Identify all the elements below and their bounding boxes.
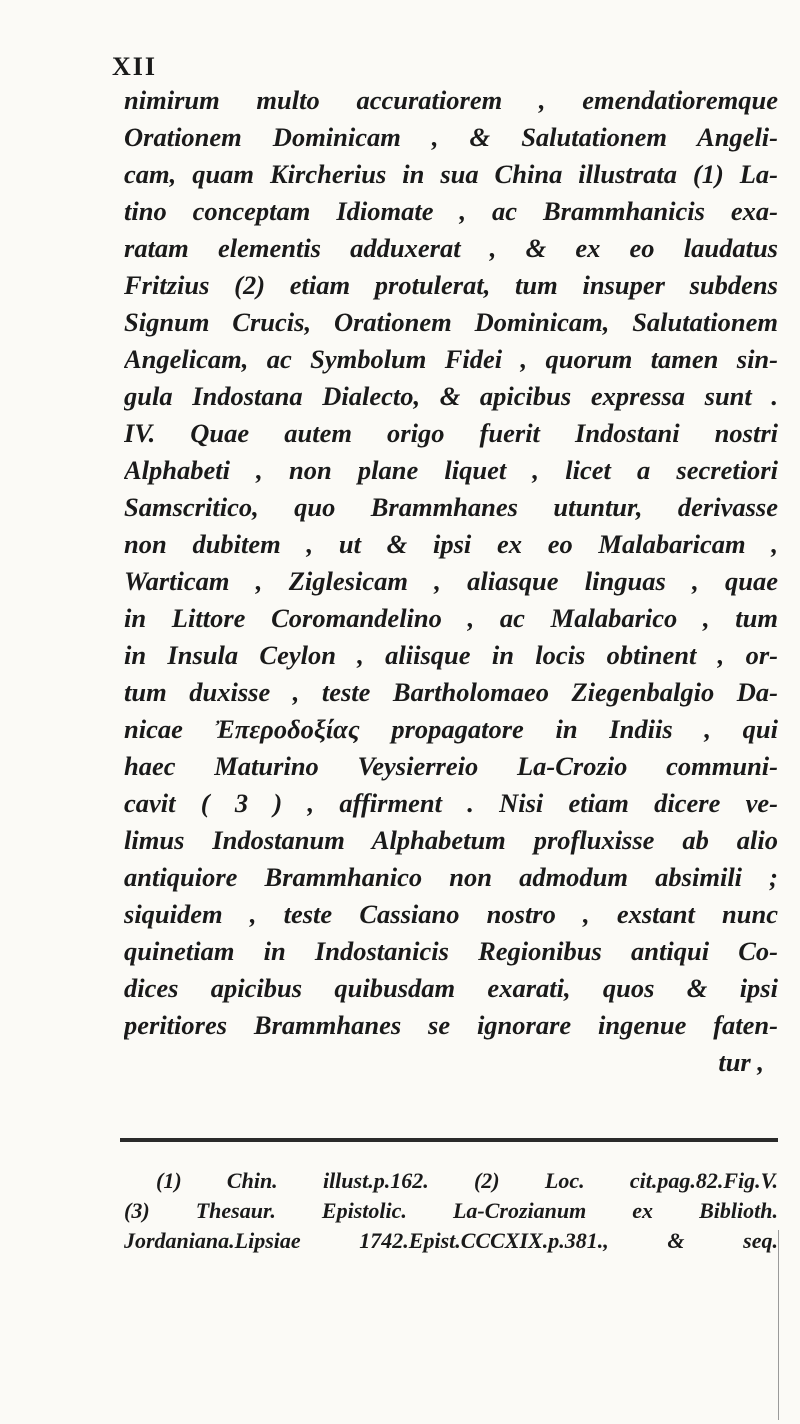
catchword: tur , [718,1047,764,1077]
text-line: Samscritico, quo Brammhanes utuntur, derivasse [124,492,778,522]
text-line: in Littore Coromandelino , ac Malabarico , tum [124,603,778,633]
text-line: dices apicibus quibusdam exarati, quos & ipsi [124,973,778,1003]
text-line: cavit ( 3 ) , affirment . Nisi etiam dicere ve- [124,788,778,818]
text-line: Alphabeti , non plane liquet , licet a secretiori [124,455,778,485]
text-line: gula Indostana Dialecto, & apicibus expressa sunt . [124,381,778,411]
text-line: tino conceptam Idiomate , ac Brammhanicis exa- [124,196,778,226]
text-line: antiquiore Brammhanico non admodum absimili ; [124,862,778,892]
text-line: tum duxisse , teste Bartholomaeo Ziegenbalgio Da- [124,677,778,707]
text-line: limus Indostanum Alphabetum profluxisse ab alio [124,825,778,855]
text-line: Angelicam, ac Symbolum Fidei , quorum tamen sin- [124,344,778,374]
main-text [124,82,778,1081]
text-line: Warticam , Ziglesicam , aliasque linguas , quae [124,566,778,596]
text-line: in Insula Ceylon , aliisque in locis obtinent , or- [124,640,778,670]
text-line: cam, quam Kircherius in sua China illustrata (1) La- [124,159,778,189]
text-line: siquidem , teste Cassiano nostro , exstant nunc [124,899,778,929]
text-line: quinetiam in Indostanicis Regionibus antiqui Co- [124,936,778,966]
text-line: Fritzius (2) etiam protulerat, tum insuper subdens [124,270,778,300]
paper-crease-mark [778,1230,779,1420]
footnote-line: Jordaniana.Lipsiae 1742.Epist.CCCXIX.p.381., & seq. [124,1228,778,1253]
text-line: nicae Ἐπεροδοξίας propagatore in Indiis , qui [124,714,778,744]
page-number: XII [112,52,158,81]
text-line: nimirum multo accuratiorem , emendatioremque [124,85,778,115]
footnote-rule [120,1138,778,1142]
text-line: non dubitem , ut & ipsi ex eo Malabaricam , [124,529,778,559]
text-line: haec Maturino Veysierreio La-Crozio communi- [124,751,778,781]
footnote-line: (1) Chin. illust.p.162. (2) Loc. cit.pag.82.Fig.V. [156,1168,778,1193]
text-line: Orationem Dominicam , & Salutationem Angeli- [124,122,778,152]
footnotes [124,1166,778,1256]
text-line: Signum Crucis, Orationem Dominicam, Salutationem [124,307,778,337]
footnote-line: (3) Thesaur. Epistolic. La-Crozianum ex Biblioth. [124,1198,778,1223]
text-line: IV. Quae autem origo fuerit Indostani nostri [124,418,778,448]
text-line: ratam elementis adduxerat , & ex eo laudatus [124,233,778,263]
text-line: peritiores Brammhanes se ignorare ingenue faten- [124,1010,778,1040]
